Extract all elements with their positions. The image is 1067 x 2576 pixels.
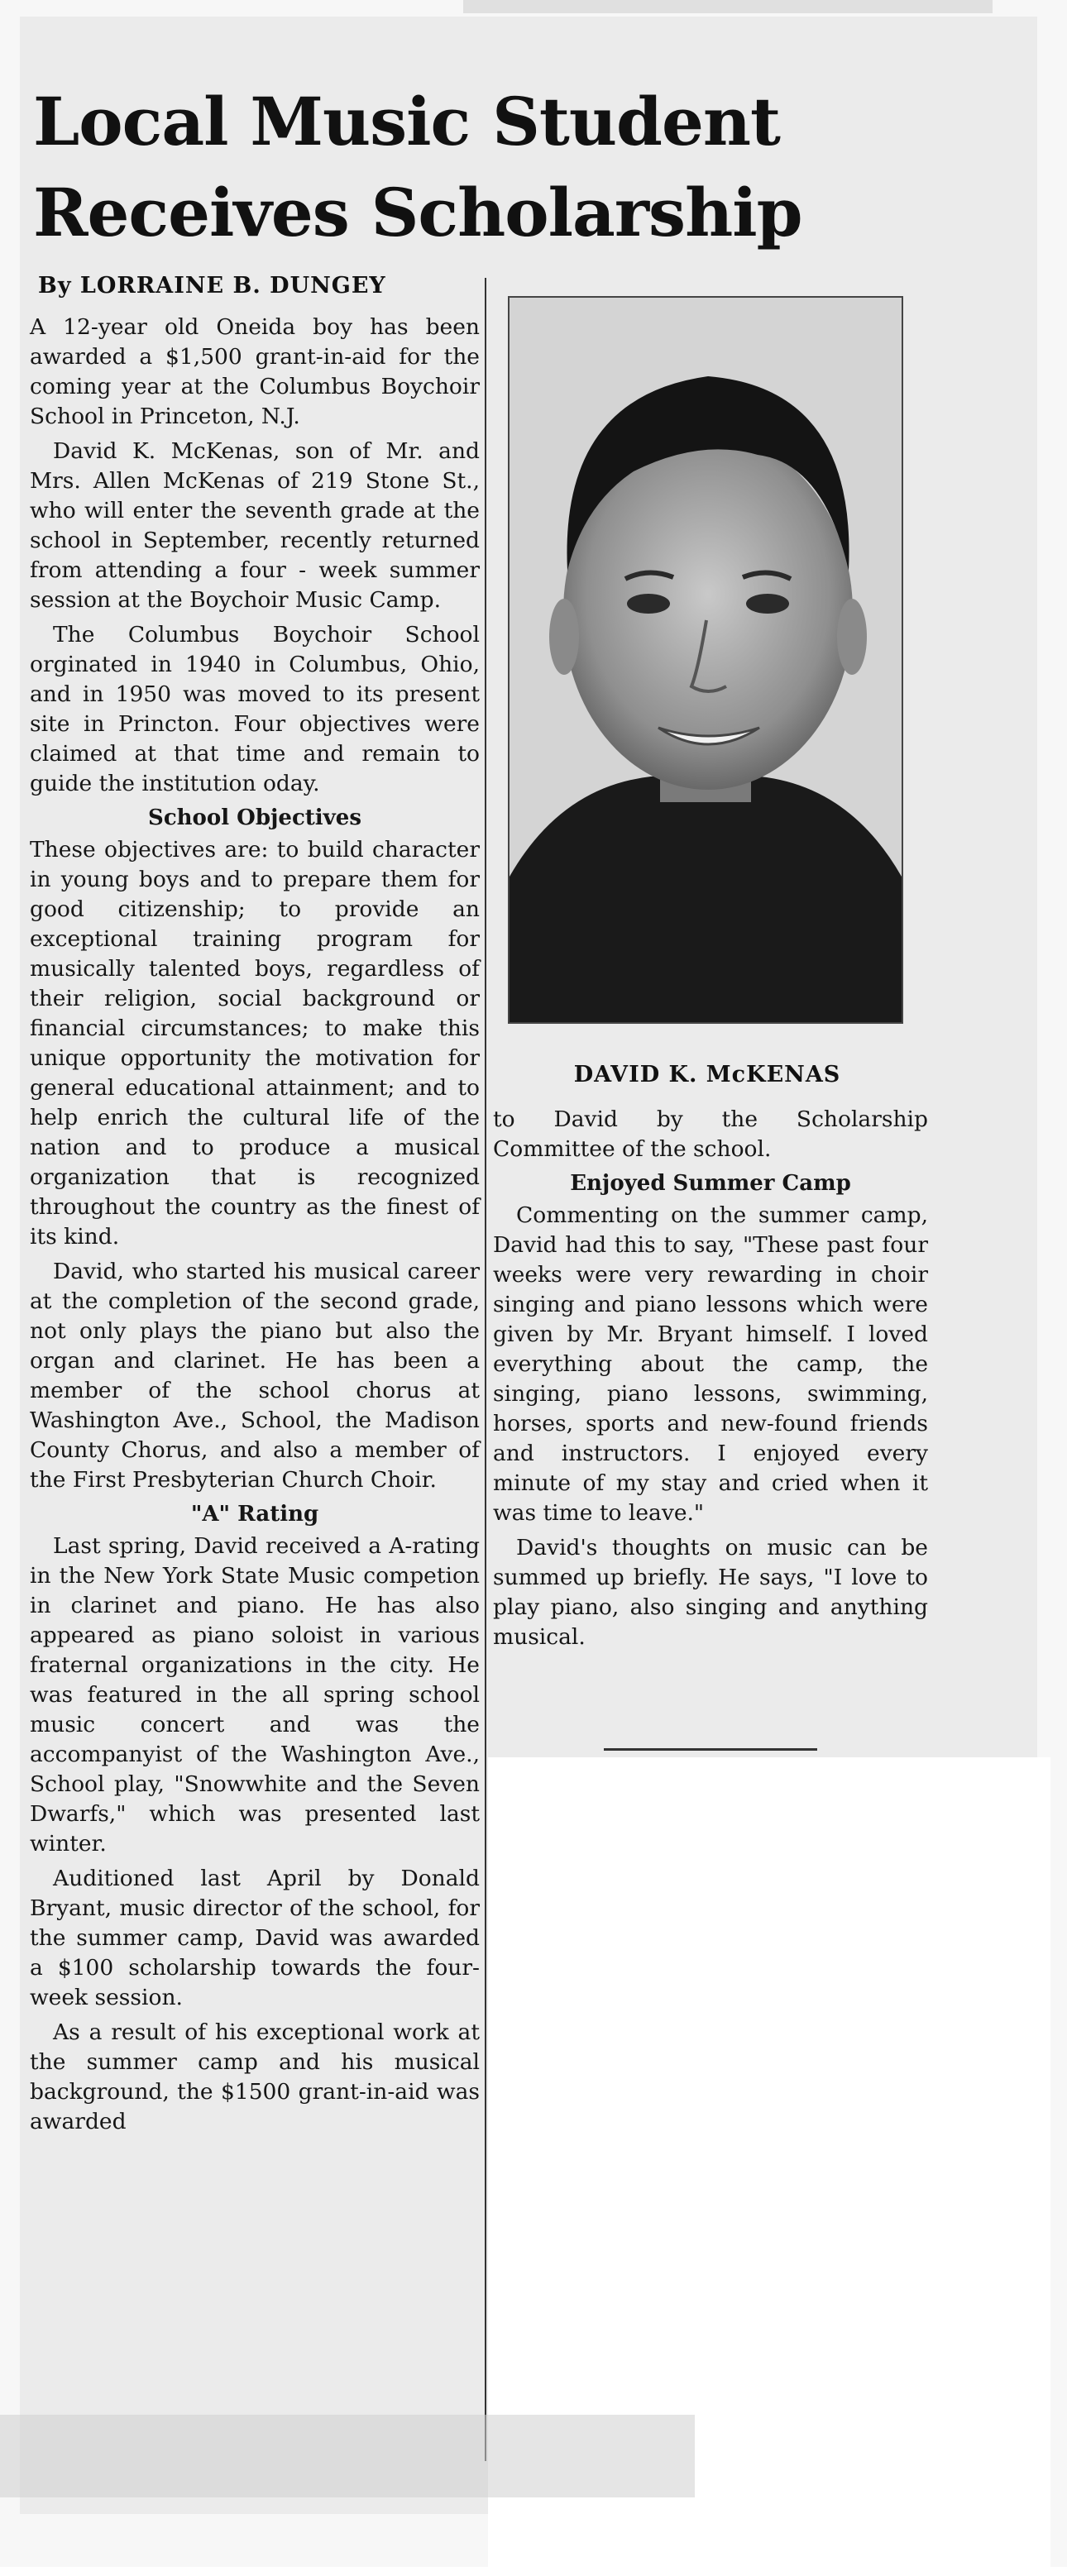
left-column (30, 313, 480, 2142)
photo-caption: DAVID K. McKENAS (573, 1062, 841, 1087)
tape-strip-bottom (0, 2415, 695, 2497)
paragraph: A 12-year old Oneida boy has been awarded a $1,500 grant-in-aid for the coming year at the Columbus Boychoir School in Princeton, N.J. (30, 314, 480, 429)
paragraph: David's thoughts on music can be summed up briefly. He says, "I love to play piano, also singing and anything musical. (493, 1535, 928, 1650)
article-end-rule (604, 1748, 817, 1751)
paragraph: to David by the Scholarship Committee of the school. (493, 1106, 928, 1162)
portrait-illustration (510, 298, 902, 1022)
paragraph: David K. McKenas, son of Mr. and Mrs. Allen McKenas of 219 Stone St., who will enter the seventh grade at the school in September, recently returned from attending a four - week summer session at the Boychoir Music Camp. (30, 438, 480, 613)
paragraph: The Columbus Boychoir School orginated in 1940 in Columbus, Ohio, and in 1950 was moved to its present site in Princton. Four objectives were claimed at that time and remain to guide the institution oday. (30, 622, 480, 796)
paragraph: Last spring, David received a A-rating in the New York State Music competion in clarinet and piano. He has also appeared as piano soloist in various fraternal organizations in the city. He was featured in the all spring school music concert and was the accompanyist of the Washington Ave., School play, "Snowwhite and the Seven Dwarfs," which was presented last winter. (30, 1533, 480, 1857)
right-column (493, 1105, 928, 1657)
subhead-a-rating: "A" Rating (190, 1502, 319, 1527)
subhead-enjoyed-summer-camp: Enjoyed Summer Camp (570, 1171, 851, 1196)
paragraph: David, who started his musical career at the completion of the second grade, not only plays the piano but also the organ and clarinet. He has been a member of the school chorus at Washington Ave., School, the Madison County Chorus, and also a member of the First Presbyterian Church Choir. (30, 1259, 480, 1493)
student-portrait-photo (508, 296, 903, 1024)
headline: Local Music Student Receives Scholarship (33, 83, 802, 251)
paragraph: These objectives are: to build character in young boys and to prepare them for good citizenship; to provide an exceptional training program for musically talented boys, regardless of their religion, social background or financial circumstances; to make this unique opportunity the motivation for general educational attainment; and to help enrich the cultural life of the nation and to produce a musical organization that is recognized throughout the country as the finest of its kind. (30, 837, 480, 1250)
byline: By LORRAINE B. DUNGEY (38, 273, 386, 299)
paragraph: As a result of his exceptional work at the summer camp and his musical background, the $1500 grant-in-aid was awarded (30, 2019, 480, 2134)
column-divider (485, 278, 486, 2461)
paragraph: Auditioned last April by Donald Bryant, music director of the school, for the summer camp, David was awarded a $100 scholarship towards the four-week session. (30, 1866, 480, 2010)
subhead-school-objectives: School Objectives (148, 805, 361, 830)
paragraph: Commenting on the summer camp, David had this to say, "These past four weeks were very rewarding in choir singing and piano lessons which were given by Mr. Bryant himself. I loved everything about the camp, the singing, piano lessons, swimming, horses, sports and new-found friends and instructors. I enjoyed every minute of my stay and cried when it was time to leave." (493, 1202, 928, 1526)
tape-strip-top (463, 0, 993, 13)
